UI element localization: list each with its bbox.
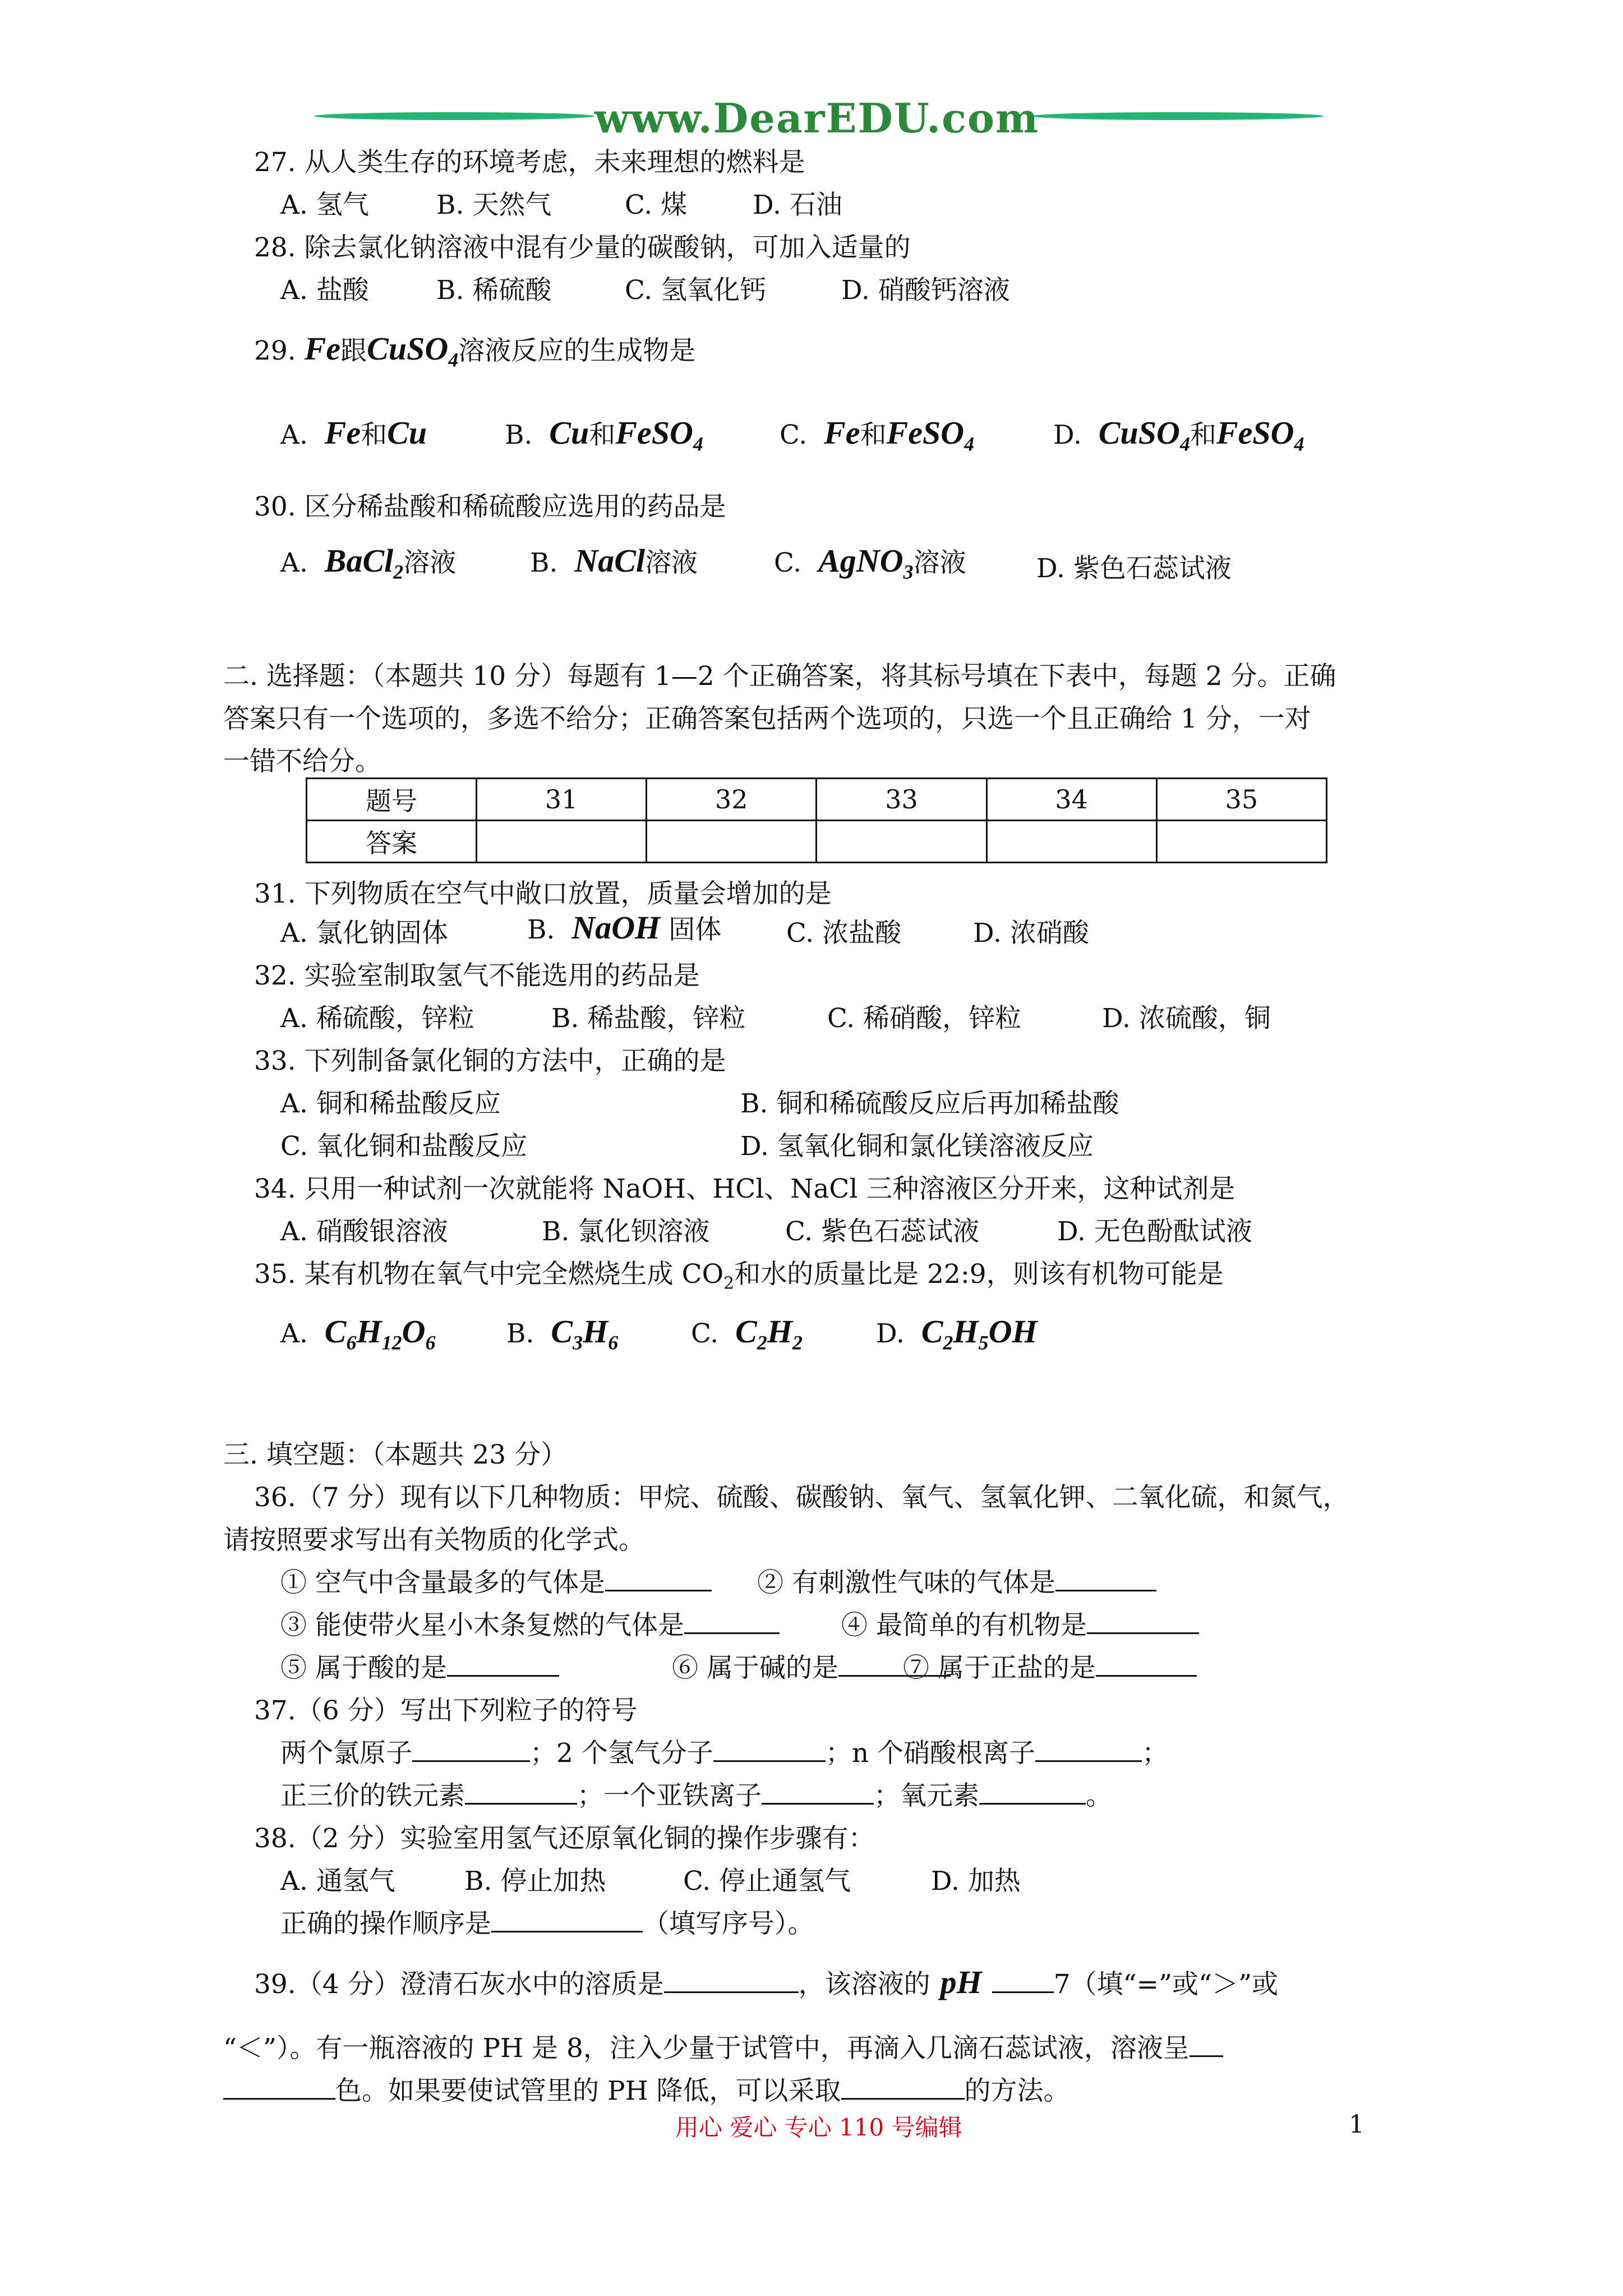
q28-stem: 28. 除去氯化钠溶液中混有少量的碳酸钠，可加入适量的 <box>254 232 911 263</box>
table-header-cell: 34 <box>986 779 1156 821</box>
answer-blank[interactable] <box>1096 1650 1197 1677</box>
answer-cell-33[interactable] <box>817 821 986 863</box>
q30-option-c: C. AgNO$_3$溶液 <box>774 542 966 583</box>
q29-stem-rest: 溶液反应的生成物是 <box>458 335 696 366</box>
answer-blank[interactable] <box>713 1736 826 1762</box>
q33-option-d: D. 氢氧化铜和氯化镁溶液反应 <box>740 1131 1094 1162</box>
header-left-swoosh <box>314 112 594 120</box>
q36-item-3: ③ 能使带火星小木条复燃的气体是 <box>280 1604 780 1642</box>
table-header-cell: 32 <box>647 779 817 821</box>
answer-blank[interactable] <box>447 1650 559 1677</box>
footer-text: 用心 爱心 专心 110 号编辑 <box>675 2114 962 2141</box>
section2-line2: 答案只有一个选项的，多选不给分；正确答案包括两个选项的，只选一个且正确给 1 分，一对 <box>223 703 1311 734</box>
q34-option-a: A. 硝酸银溶液 <box>280 1216 448 1247</box>
q35-option-a: A. $C_6H_{12}O_6$ <box>280 1313 436 1354</box>
q32-option-d: D. 浓硫酸，铜 <box>1102 1003 1271 1034</box>
answer-blank[interactable] <box>605 1565 712 1591</box>
q33-option-a: A. 铜和稀盐酸反应 <box>280 1088 501 1119</box>
section2-line1: 二. 选择题：（本题共 10 分）每题有 1—2 个正确答案，将其标号填在下表中，每题 2 分。正确 <box>223 661 1336 692</box>
q38-stem: 38.（2 分）实验室用氢气还原氧化铜的操作步骤有： <box>254 1823 875 1854</box>
answer-cell-34[interactable] <box>986 821 1156 863</box>
q31-option-d: D. 浓硝酸 <box>973 918 1089 949</box>
q35-option-d: D. $C_2H_5OH$ <box>876 1313 1038 1354</box>
answer-blank[interactable] <box>1055 1565 1156 1591</box>
q28-option-d: D. 硝酸钙溶液 <box>841 275 1010 306</box>
q29-formula-cuso4: CuSO$_4$ <box>367 330 459 371</box>
answer-cell-31[interactable] <box>477 821 647 863</box>
q30-option-b: B. NaCl溶液 <box>530 542 698 579</box>
q36-item-6: ⑥ 属于碱的是 <box>672 1647 951 1685</box>
q27-option-a: A. 氢气 <box>280 190 369 220</box>
answer-blank[interactable] <box>841 2073 965 2100</box>
q38-option-d: D. 加热 <box>931 1866 1021 1897</box>
q28-option-a: A. 盐酸 <box>280 275 369 306</box>
answer-blank[interactable] <box>1035 1736 1142 1762</box>
q32-stem: 32. 实验室制取氢气不能选用的药品是 <box>254 960 700 991</box>
answer-blank[interactable] <box>762 1778 874 1805</box>
q35-option-c: C. $C_2H_2$ <box>691 1313 803 1354</box>
q29-option-c: C. Fe和FeSO$_4$ <box>780 415 975 455</box>
q33-stem: 33. 下列制备氯化铜的方法中，正确的是 <box>254 1046 726 1076</box>
answer-blank[interactable] <box>684 1608 780 1634</box>
q38-option-b: B. 停止加热 <box>464 1866 606 1897</box>
q32-option-b: B. 稀盐酸，锌粒 <box>551 1003 746 1034</box>
section3-title: 三. 填空题：（本题共 23 分） <box>223 1439 568 1470</box>
q36-item-2: ② 有刺激性气味的气体是 <box>757 1562 1156 1599</box>
q31-stem: 31. 下列物质在空气中敞口放置，质量会增加的是 <box>254 878 832 909</box>
q30-option-d: D. 紫色石蕊试液 <box>1036 553 1232 584</box>
q34-option-c: C. 紫色石蕊试液 <box>785 1216 980 1247</box>
q37-line1: 两个氯原子 ；2 个氢气分子 ；n 个硝酸根离子 ； <box>280 1732 1168 1770</box>
q33-option-b: B. 铜和稀硫酸反应后再加稀盐酸 <box>740 1088 1119 1119</box>
answer-cell-32[interactable] <box>647 821 817 863</box>
q39-line3: 色。如果要使试管里的 PH 降低，可以采取 的方法。 <box>223 2070 1070 2108</box>
q36-item-5: ⑤ 属于酸的是 <box>280 1647 559 1685</box>
header-right-swoosh <box>1032 112 1324 120</box>
q36-item-1: ① 空气中含量最多的气体是 <box>280 1562 712 1599</box>
table-header-cell: 35 <box>1156 779 1326 821</box>
q29-option-b: B. Cu和FeSO$_4$ <box>505 415 703 455</box>
q36-line2: 请按照要求写出有关物质的化学式。 <box>223 1525 645 1556</box>
answer-blank[interactable] <box>223 2073 335 2100</box>
table-header-cell: 31 <box>477 779 647 821</box>
q36-line1: 36.（7 分）现有以下几种物质：甲烷、硫酸、碳酸钠、氧气、氢氧化钾、二氧化硫，和氮气， <box>254 1482 1349 1513</box>
q31-option-b: B. NaOH 固体 <box>527 909 722 946</box>
section2-line3: 一错不给分。 <box>223 746 381 777</box>
q37-line2: 正三价的铁元素 ；一个亚铁离子 ；氧元素 。 <box>280 1775 1112 1812</box>
q39-line1: 39.（4 分）澄清石灰水中的溶质是 ，该溶液的 pH 7（填“=”或“＞”或 <box>254 1964 1279 2000</box>
q29-option-a: A. Fe和Cu <box>280 415 427 451</box>
answer-table <box>306 777 1327 863</box>
q34-option-d: D. 无色酚酞试液 <box>1057 1216 1252 1247</box>
table-row <box>307 821 1327 863</box>
q28-option-c: C. 氢氧化钙 <box>625 275 767 306</box>
answer-cell-35[interactable] <box>1156 821 1326 863</box>
q30-stem: 30. 区分稀盐酸和稀硫酸应选用的药品是 <box>254 491 726 522</box>
answer-blank[interactable] <box>412 1736 530 1762</box>
q29-stem <box>254 330 695 372</box>
page-number: 1 <box>1349 2110 1364 2139</box>
q33-option-c: C. 氧化铜和盐酸反应 <box>280 1131 528 1162</box>
table-header-cell: 题号 <box>307 779 477 821</box>
table-header-cell: 33 <box>817 779 986 821</box>
answer-blank[interactable] <box>992 1967 1054 1993</box>
table-row <box>307 779 1327 821</box>
q29-formula-fe: Fe <box>304 330 341 367</box>
table-row-label: 答案 <box>307 821 477 863</box>
q27-option-b: B. 天然气 <box>436 190 552 220</box>
q28-option-b: B. 稀硫酸 <box>436 275 552 306</box>
q39-line2: “＜”）。有一瓶溶液的 PH 是 8，注入少量于试管中，再滴入几滴石蕊试液，溶液呈 <box>223 2027 1223 2065</box>
answer-blank[interactable] <box>491 1906 643 1932</box>
q34-stem: 34. 只用一种试剂一次就能将 NaOH、HCl、NaCl 三种溶液区分开来，这种试剂是 <box>254 1174 1235 1204</box>
q32-option-a: A. 稀硫酸，锌粒 <box>280 1003 474 1034</box>
answer-blank[interactable] <box>664 1967 799 1993</box>
q38-option-a: A. 通氢气 <box>280 1866 395 1897</box>
q29-number: 29. <box>254 335 296 366</box>
q37-stem: 37.（6 分）写出下列粒子的符号 <box>254 1695 638 1726</box>
q29-option-d: D. CuSO$_4$和FeSO$_4$ <box>1053 415 1304 455</box>
answer-blank[interactable] <box>1087 1608 1199 1634</box>
answer-blank[interactable] <box>979 1778 1086 1805</box>
q38-option-c: C. 停止通氢气 <box>683 1866 851 1897</box>
answer-blank[interactable] <box>465 1778 577 1805</box>
q35-option-b: B. $C_3H_6$ <box>506 1313 619 1354</box>
q27-option-c: C. 煤 <box>625 190 688 220</box>
q27-stem: 27. 从人类生存的环境考虑，未来理想的燃料是 <box>254 147 805 178</box>
q31-option-c: C. 浓盐酸 <box>786 918 902 949</box>
q30-option-a: A. BaCl$_2$溶液 <box>280 542 457 583</box>
header-logo: www.DearEDU.com <box>594 94 1040 142</box>
q36-item-7: ⑦ 属于正盐的是 <box>903 1647 1197 1685</box>
q27-option-d: D. 石油 <box>753 190 842 220</box>
q31-option-a: A. 氯化钠固体 <box>280 918 448 949</box>
q29-word-gen: 跟 <box>340 335 367 366</box>
q36-item-4: ④ 最简单的有机物是 <box>841 1604 1199 1642</box>
q32-option-c: C. 稀硝酸，锌粒 <box>827 1003 1022 1034</box>
q34-option-b: B. 氯化钡溶液 <box>542 1216 710 1247</box>
q35-stem: 35. 某有机物在氧气中完全燃烧生成 $CO_2$和水的质量比是 22:9，则该有机物可能是 <box>254 1259 1224 1294</box>
answer-blank[interactable] <box>1189 2031 1223 2057</box>
q38-order: 正确的操作顺序是 （填写序号）。 <box>280 1903 814 1940</box>
